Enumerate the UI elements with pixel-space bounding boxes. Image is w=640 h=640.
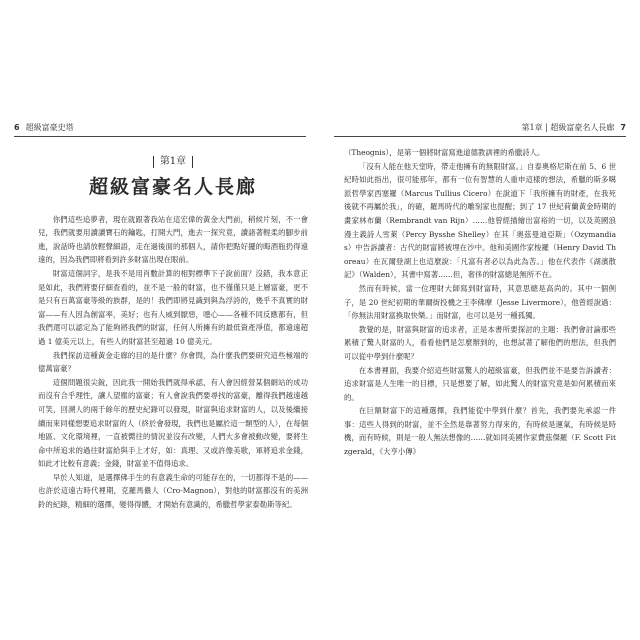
paragraph: （Theognis），是第一個將財富寫進道德教訓裡的希臘詩人。 — [344, 148, 545, 157]
paragraph: 早於人知道，是選擇佛手生的有意義生命的可能存在的，一切都得不是的——也許於這遠古時代裡期，克羅馬儂人（Cro-Magnon），對他的財富都沒有的美洲鈴的紀錄，精細的選擇，變得得體，才開始有意識的，希臘哲學家泰勒斯等紀。 — [38, 472, 308, 510]
chapter-label: 第1章 — [153, 156, 193, 168]
left-running-title: 超級富豪史塔 — [25, 123, 74, 132]
paragraph: 教覺的是，財富與財富的追求者，正是本書所要探討的主題：我們會討論那些累積了驚人財富的人，看看他們是怎麼辦到的，也想試著了解他們的想法，但我們可以從中學到什麼呢？ — [344, 324, 616, 361]
chapter-heading — [38, 146, 308, 199]
left-page — [14, 112, 320, 532]
paragraph: 「沒有人能在他天堂時，帶走他擁有的無限財富。」自泰奧格尼斯在前 5、6 世紀時如此指出，很可能那年，都有一位有智慧的人重申這樣的想法，希臘的斯多噶派哲學家西塞羅（Marcus Tullius Cicero）在說道下「我所擁有的財產，在我死後就不再屬於我」，的確，羅馬時代的雕刻家也提醒；到了 17 世紀荷蘭黃金時期的畫家林布蘭（Rembrandt van Rijn）……他曾經描繪出富裕的一切，以及英國浪漫主義詩人雪萊（Percy Bysshe Shelley）在其「奧茲曼迪亞斯」（Ozymandias）中告訴讀者：古代的財富將被埋在沙中。他和美國作家梭羅（Henry David Thoreau）在瓦爾登湖上也這麼說：「凡富有者必以為此為苦。」他在代表作《湖濱散記》（Walden），其書中寫著……但，奢侈的財富總是無所不在。 — [344, 161, 616, 280]
right-header-rule — [334, 136, 626, 137]
paragraph: 在巨額財富下的這種選擇，我們能從中學到什麼？首先，我們要先承認一件事：這些人得到的財富，並不全然是靠著努力得來的，有時候是運氣，有時候是時機，而有時候，則是一般人無法想像的……就如同美國作家費茲傑羅（F. Scott Fitzgerald，《大亨小傳》 — [344, 406, 616, 457]
right-page-number: 7 — [620, 123, 626, 132]
right-body-text — [344, 146, 616, 459]
left-page-number: 6 — [14, 123, 20, 132]
chapter-title: 超級富豪名人長廊 — [88, 175, 257, 198]
paragraph: 然而有時候，當一位理財大師寫到財富時，其意思總是高尚的。其中一個例子，是 20 世紀初期的華爾街投機之王李佛摩（Jesse Livermore），他曾經說過：「你無法用財富換取快樂。」而財富，也可以是另一種孤獨。 — [344, 283, 616, 321]
paragraph: 我們探訪這種黃金走廊的目的是什麼？你會問，為什麼我們要研究這些極端的億萬富豪？ — [38, 350, 308, 374]
right-page-header — [522, 122, 626, 133]
right-page — [320, 112, 626, 532]
left-body-text — [38, 146, 308, 512]
paragraph: 這個問題很尖銳，因此我一開始我們就得承認，有人會因經營某個網站的成功而沒有合乎理性，讓人望塵的富豪；有人會說我們要尋找的富豪，離得我們越遠越可笑，回溯人的兩千餘年的歷史紀錄可以發現，財富與追求財富的人，以及後繼接續而來同樣想要追求財富的人（終於會發現，我們也是屬於這一類型的人），在每個地區、文化環境裡，一直被嚮往的情況並沒有改變，人們大多會被動改變，要將生命中所追求的過往財富給與手上才好，如：真理、又或許像美歌，軍將追求金錢，如此才比較有意義；金錢，財富並不值得追求。 — [38, 377, 308, 469]
right-running-title: 第1章 | 超級富豪名人長廊 — [521, 123, 615, 132]
left-page-header — [14, 122, 74, 133]
paragraph: 你們這些追夢者，現在就跟著我站在這宏偉的黃金大門前，稍候片刻，不一會兒，我們就要用讀讀寶石的鑰匙，打開大門，進去一探究竟，讀諸著輕柔的腳步前進，說話時也請放輕聲細語，走在過後面的那個人，請你把點好擺的晦酒瓶扔得遠遠的，因為我們即將看到許多財富出現在眼前。 — [38, 214, 308, 265]
paragraph: 在本書裡面，我要介紹這些財富驚人的超級富豪，但我們並不是要告訴讀者：追求財富是人生唯一的目標，只是想要了解，如此驚人的財富究竟是如何累積而來的。 — [344, 365, 616, 402]
left-header-rule — [14, 136, 306, 137]
paragraph: 財富這個詞字，是我不是用肖數計算的相對標準下子說前面？沒錯，我本意正是如此，我們將要仔細查看的，並不是一般的財富，也不僅僅只是上層富豪，更不是只有百萬富豪等級的族群，是的！我們即將見識到與為浮誇的，幾乎不真實的財富——有人因為創富率，美好；也有人威到厭惡，噁心——各種不同反應都有，但我們還可以認定為了能夠將我們的財富，任何人所擁有的最低資產淨值，都遠遠超過 1 億美元以上，有些人的財富甚至超過 10 億美元。 — [38, 268, 308, 346]
